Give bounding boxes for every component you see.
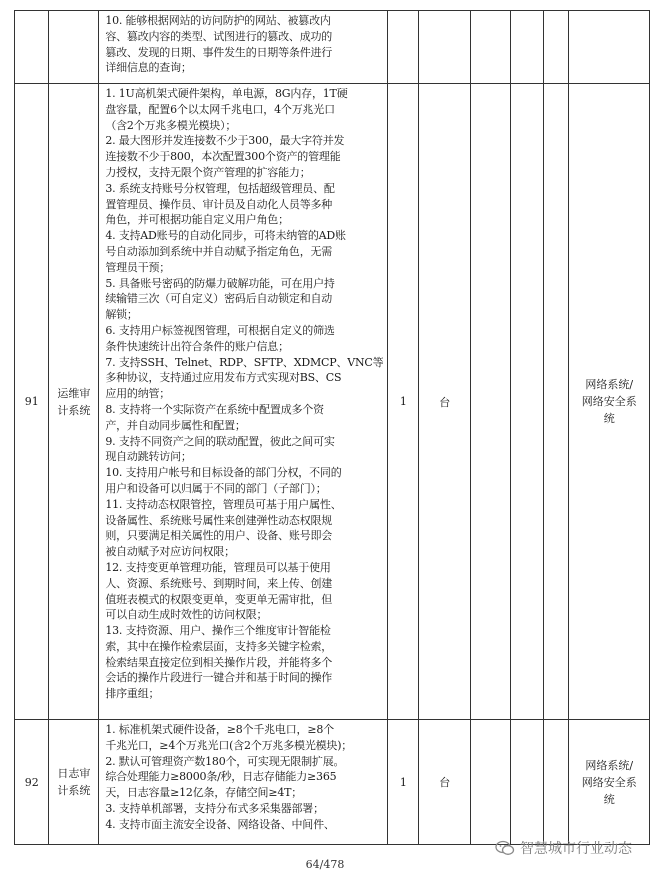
table-row <box>15 11 650 84</box>
text-line: （含2个万兆多模光模块）； <box>105 118 237 132</box>
text-line: 值班表模式的权限变更单，变更单无需审批，但 <box>105 592 333 606</box>
text-line: 产，并自动同步属性和配置； <box>105 418 246 432</box>
text-line: 设备属性、系统账号属性来创建弹性动态权限规 <box>105 513 333 527</box>
text-line: 盘容量，配置6个以太网千兆电口，4个万兆光口 <box>105 102 335 116</box>
text-line: 现自动跳转访问； <box>105 450 192 464</box>
text-line: 日志审 <box>57 767 91 780</box>
text-line: 计系统 <box>57 784 91 797</box>
empty-cell <box>510 11 543 84</box>
table-row <box>15 84 650 720</box>
text-line: 可以自动生成时效性的访问权限； <box>105 608 268 622</box>
text-line: 统 <box>603 412 615 425</box>
text-line: 索，其中在操作检索层面，支持多关键字检索， <box>105 639 333 653</box>
text-line: 4. 支持AD账号的自动化同步，可将未纳管的AD账 <box>105 229 346 243</box>
text-line: 8. 支持将一个实际资产在系统中配置成多个资 <box>105 402 324 416</box>
item-quantity <box>388 11 419 84</box>
text-line: 号自动添加到系统中并自动赋予指定角色，无需 <box>105 244 333 258</box>
text-line: 3. 支持单机部署，支持分布式多采集器部署； <box>105 801 324 815</box>
empty-cell <box>471 11 511 84</box>
text-line: 网络安全系 <box>581 395 637 408</box>
text-line: 用户和设备可以归属于不同的部门（子部门）； <box>105 481 327 495</box>
item-spec <box>99 11 388 84</box>
text-line: 连接数不少于800，本次配置300个资产的管理能 <box>105 150 341 164</box>
text-line: 角色，并可根据功能自定义用户角色； <box>105 213 289 227</box>
item-number: 91 <box>15 84 49 720</box>
text-line: 4. 支持市面主流安全设备、网络设备、中间件、 <box>105 817 335 831</box>
text-line: 2. 最大图形并发连接数不少于300，最大字符并发 <box>105 134 345 148</box>
text-line: 解锁； <box>105 308 138 322</box>
text-line: 管理员干预； <box>105 260 171 274</box>
empty-cell <box>543 720 569 845</box>
text-line: 力授权，支持无限个资产管理的扩容能力； <box>105 165 311 179</box>
text-line: 网络系统/ <box>585 758 634 772</box>
empty-cell <box>510 84 543 720</box>
text-line: 篡改、发现的日期、事件发生的日期等条件进行 <box>105 45 333 59</box>
wechat-icon <box>495 840 515 856</box>
item-spec <box>99 720 388 845</box>
empty-cell <box>471 720 511 845</box>
text-line: 综合处理能力≥8000条/秒，日志存储能力≥365 <box>105 770 337 784</box>
table-row <box>15 720 650 845</box>
text-line: 1. 标准机架式硬件设备，≥8个千兆电口，≥8个 <box>105 723 334 736</box>
text-line: 人、资源、系统账号、到期时间，来上传、创建 <box>105 576 333 590</box>
text-line: 详细信息的查询； <box>105 61 192 75</box>
text-line: 10. 能够根据网站的访问防护的网站、被篡改内 <box>105 14 331 27</box>
text-line: 天，日志容量≥12亿条，存储空间≥4T； <box>105 786 303 800</box>
text-line: 9. 支持不同资产之间的联动配置，彼此之间可实 <box>105 434 335 448</box>
text-line: 7. 支持SSH、Telnet、RDP、SFTP、XDMCP、VNC等 <box>105 355 384 369</box>
item-number <box>15 11 49 84</box>
watermark-text: 智慧城市行业动态 <box>520 841 632 857</box>
text-line: 6. 支持用户标签视图管理，可根据自定义的筛选 <box>105 323 335 337</box>
procurement-spec-table <box>14 10 650 845</box>
text-line: 千兆光口，≥4个万兆光口(含2个万兆多模光模块)； <box>105 738 353 752</box>
text-line: 被自动赋予对应访问权限； <box>105 545 235 559</box>
item-name <box>49 84 99 720</box>
empty-cell <box>543 84 569 720</box>
text-line: 13. 支持资源、用户、操作三个维度审计智能检 <box>105 624 331 638</box>
item-name <box>49 720 99 845</box>
text-line: 条件快速统计出符合条件的账户信息； <box>105 339 289 353</box>
item-unit: 台 <box>419 720 471 845</box>
text-line: 容、篡改内容的类型、试图进行的篡改、成功的 <box>105 29 333 43</box>
item-spec <box>99 84 388 720</box>
text-line: 1. 1U高机架式硬件架构，单电源，8G内存，1T硬 <box>105 87 348 100</box>
text-line: 2. 默认可管理资产数180个，可实现无限制扩展。 <box>105 754 345 768</box>
item-unit: 台 <box>419 84 471 720</box>
text-line: 3. 系统支持账号分权管理，包括超级管理员、配 <box>105 181 335 195</box>
text-line: 网络系统/ <box>585 378 634 391</box>
text-line: 应用的纳管； <box>105 387 171 401</box>
item-number: 92 <box>15 720 49 845</box>
text-line: 排序重组； <box>105 687 160 701</box>
text-line: 计系统 <box>57 403 91 417</box>
text-line: 统 <box>603 792 615 806</box>
text-line: 置管理员、操作员、审计员及自动化人员等多种 <box>105 197 333 211</box>
empty-cell <box>471 84 511 720</box>
text-line: 10. 支持用户帐号和目标设备的部门分权，不同的 <box>105 466 342 480</box>
item-category <box>569 11 650 84</box>
text-line: 续输错三次（可自定义）密码后自动锁定和自动 <box>105 292 333 306</box>
text-line: 12. 支持变更单管理功能，管理员可以基于使用 <box>105 560 331 574</box>
item-category <box>569 84 650 720</box>
text-line: 网络安全系 <box>581 775 637 789</box>
watermark <box>495 838 632 858</box>
text-line: 多种协议，支持通过应用发布方式实现对BS、CS <box>105 371 342 385</box>
page-number: 64/478 <box>305 858 345 871</box>
text-line: 11. 支持动态权限管控，管理员可基于用户属性、 <box>105 497 342 511</box>
item-unit <box>419 11 471 84</box>
text-line: 运维审 <box>57 386 91 400</box>
item-name <box>49 11 99 84</box>
text-line: 会话的操作片段进行一键合并和基于时间的操作 <box>105 671 333 685</box>
empty-cell <box>510 720 543 845</box>
text-line: 检索结果直接定位到相关操作片段，并能将多个 <box>105 655 333 669</box>
item-quantity: 1 <box>388 720 419 845</box>
text-line: 则，只要满足相关属性的用户、设备、账号即会 <box>105 529 333 543</box>
item-category <box>569 720 650 845</box>
text-line: 5. 具备账号密码的防爆力破解功能，可在用户持 <box>105 276 335 290</box>
empty-cell <box>543 11 569 84</box>
item-quantity: 1 <box>388 84 419 720</box>
